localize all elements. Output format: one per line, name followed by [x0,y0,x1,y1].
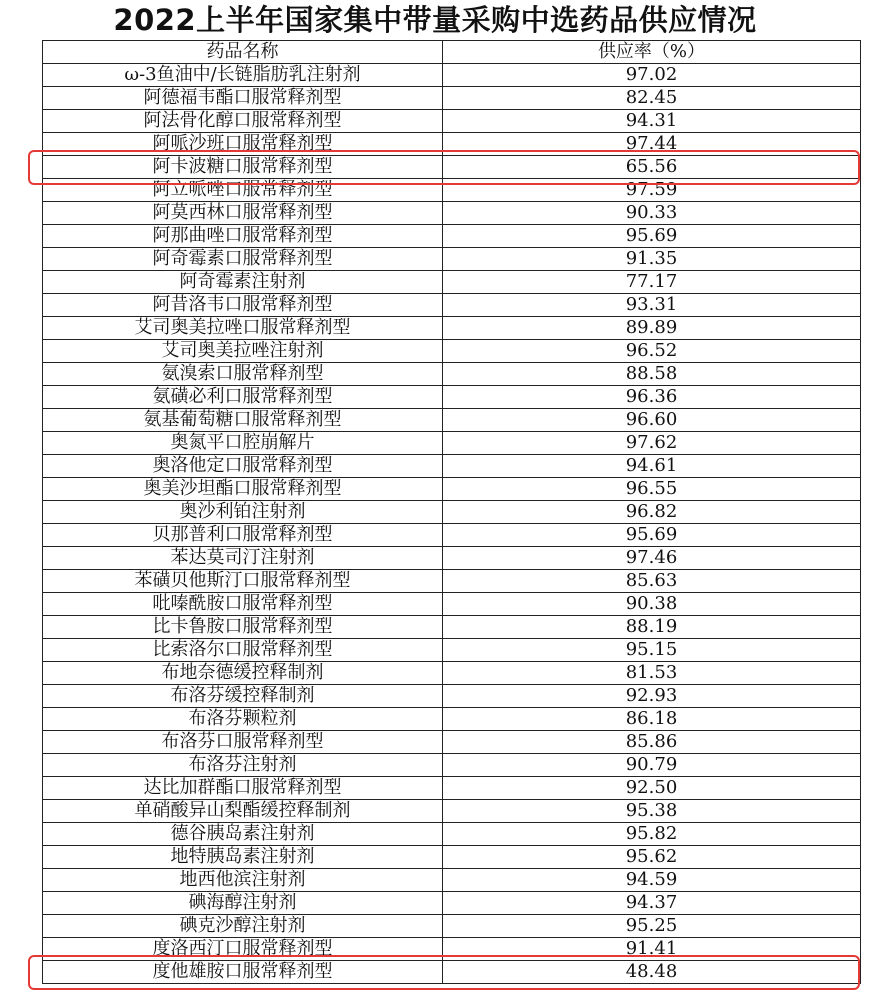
drug-name-cell: 奥沙利铂注射剂 [43,501,443,524]
supply-rate-cell: 92.50 [443,777,861,800]
supply-rate-cell: 96.82 [443,501,861,524]
table-row [43,639,861,662]
supply-rate-cell: 95.69 [443,524,861,547]
table-row [43,593,861,616]
supply-rate-cell: 86.18 [443,708,861,731]
drug-name-cell: 阿立哌唑口服常释剂型 [43,179,443,202]
drug-name-cell: 度他雄胺口服常释剂型 [43,961,443,984]
table-row [43,248,861,271]
supply-rate-cell: 95.15 [443,639,861,662]
supply-rate-cell: 81.53 [443,662,861,685]
table-row [43,708,861,731]
drug-name-cell: 德谷胰岛素注射剂 [43,823,443,846]
table-row [43,133,861,156]
table-row [43,294,861,317]
supply-rate-cell: 96.52 [443,340,861,363]
drug-name-cell: 吡嗪酰胺口服常释剂型 [43,593,443,616]
table-row [43,271,861,294]
supply-rate-cell: 90.33 [443,202,861,225]
drug-name-cell: 碘克沙醇注射剂 [43,915,443,938]
drug-name-cell: 布洛芬注射剂 [43,754,443,777]
supply-rate-cell: 96.36 [443,386,861,409]
drug-name-cell: 阿昔洛韦口服常释剂型 [43,294,443,317]
table-row [43,202,861,225]
table-row [43,800,861,823]
table-row [43,432,861,455]
table-header-row [43,41,861,64]
supply-rate-cell: 97.46 [443,547,861,570]
drug-name-cell: 阿德福韦酯口服常释剂型 [43,87,443,110]
drug-name-cell: 比卡鲁胺口服常释剂型 [43,616,443,639]
drug-name-cell: 艾司奥美拉唑口服常释剂型 [43,317,443,340]
drug-name-cell: 苯达莫司汀注射剂 [43,547,443,570]
drug-name-cell: 比索洛尔口服常释剂型 [43,639,443,662]
drug-name-cell: 单硝酸异山梨酯缓控释制剂 [43,800,443,823]
supply-table [42,40,861,984]
supply-rate-cell: 97.44 [443,133,861,156]
table-row [43,64,861,87]
drug-name-cell: 布洛芬颗粒剂 [43,708,443,731]
supply-rate-cell: 91.35 [443,248,861,271]
drug-name-cell: 贝那普利口服常释剂型 [43,524,443,547]
drug-name-cell: 地西他滨注射剂 [43,869,443,892]
drug-name-cell: 达比加群酯口服常释剂型 [43,777,443,800]
table-row [43,409,861,432]
drug-name-cell: 阿奇霉素口服常释剂型 [43,248,443,271]
drug-name-cell: 奥洛他定口服常释剂型 [43,455,443,478]
drug-name-cell: 阿哌沙班口服常释剂型 [43,133,443,156]
table-row [43,87,861,110]
supply-rate-cell: 96.55 [443,478,861,501]
table-row [43,938,861,961]
table-row [43,570,861,593]
page-title: 2022上半年国家集中带量采购中选药品供应情况 [113,3,757,37]
drug-name-cell: 度洛西汀口服常释剂型 [43,938,443,961]
table-row [43,225,861,248]
drug-name-cell: 地特胰岛素注射剂 [43,846,443,869]
supply-rate-cell: 77.17 [443,271,861,294]
drug-name-cell: 氨基葡萄糖口服常释剂型 [43,409,443,432]
supply-rate-cell: 95.82 [443,823,861,846]
table-row [43,317,861,340]
drug-name-cell: 阿莫西林口服常释剂型 [43,202,443,225]
drug-name-cell: 艾司奥美拉唑注射剂 [43,340,443,363]
table-row [43,501,861,524]
supply-rate-cell: 97.02 [443,64,861,87]
supply-rate-cell: 95.62 [443,846,861,869]
drug-name-cell: 奥美沙坦酯口服常释剂型 [43,478,443,501]
table-row [43,110,861,133]
table-row [43,156,861,179]
supply-rate-cell: 95.25 [443,915,861,938]
drug-name-cell: 氨磺必利口服常释剂型 [43,386,443,409]
table-row [43,754,861,777]
supply-rate-cell: 82.45 [443,87,861,110]
table-row [43,179,861,202]
supply-rate-cell: 97.59 [443,179,861,202]
supply-rate-cell: 92.93 [443,685,861,708]
table-row [43,455,861,478]
table-row [43,340,861,363]
drug-name-cell: 阿法骨化醇口服常释剂型 [43,110,443,133]
supply-rate-cell: 96.60 [443,409,861,432]
drug-name-cell: 阿那曲唑口服常释剂型 [43,225,443,248]
column-header-drug-name: 药品名称 [43,41,443,64]
supply-rate-cell: 88.19 [443,616,861,639]
supply-rate-cell: 85.86 [443,731,861,754]
table-row [43,869,861,892]
table-row [43,731,861,754]
supply-rate-cell: 88.58 [443,363,861,386]
table-row [43,846,861,869]
table-row [43,685,861,708]
table-row [43,363,861,386]
supply-rate-cell: 93.31 [443,294,861,317]
supply-rate-cell: 94.59 [443,869,861,892]
table-row [43,547,861,570]
drug-name-cell: 碘海醇注射剂 [43,892,443,915]
table-row [43,616,861,639]
supply-rate-cell: 95.38 [443,800,861,823]
column-header-supply-rate: 供应率（%） [443,41,861,64]
supply-rate-cell: 65.56 [443,156,861,179]
supply-rate-cell: 94.61 [443,455,861,478]
supply-rate-cell: 91.41 [443,938,861,961]
table-row [43,478,861,501]
table-row [43,823,861,846]
drug-name-cell: 布洛芬缓控释制剂 [43,685,443,708]
table-row [43,892,861,915]
table-row [43,386,861,409]
table-row [43,915,861,938]
drug-name-cell: 苯磺贝他斯汀口服常释剂型 [43,570,443,593]
supply-rate-cell: 89.89 [443,317,861,340]
drug-name-cell: ω-3鱼油中/长链脂肪乳注射剂 [43,64,443,87]
supply-rate-cell: 90.38 [443,593,861,616]
supply-rate-cell: 97.62 [443,432,861,455]
table-row [43,777,861,800]
supply-rate-cell: 90.79 [443,754,861,777]
supply-rate-cell: 85.63 [443,570,861,593]
drug-name-cell: 奥氮平口腔崩解片 [43,432,443,455]
table-row [43,662,861,685]
supply-rate-cell: 94.37 [443,892,861,915]
drug-name-cell: 布洛芬口服常释剂型 [43,731,443,754]
drug-name-cell: 阿卡波糖口服常释剂型 [43,156,443,179]
supply-rate-cell: 48.48 [443,961,861,984]
supply-rate-cell: 95.69 [443,225,861,248]
drug-name-cell: 阿奇霉素注射剂 [43,271,443,294]
drug-name-cell: 氨溴索口服常释剂型 [43,363,443,386]
table-row [43,524,861,547]
supply-rate-cell: 94.31 [443,110,861,133]
drug-name-cell: 布地奈德缓控释制剂 [43,662,443,685]
table-row [43,961,861,984]
